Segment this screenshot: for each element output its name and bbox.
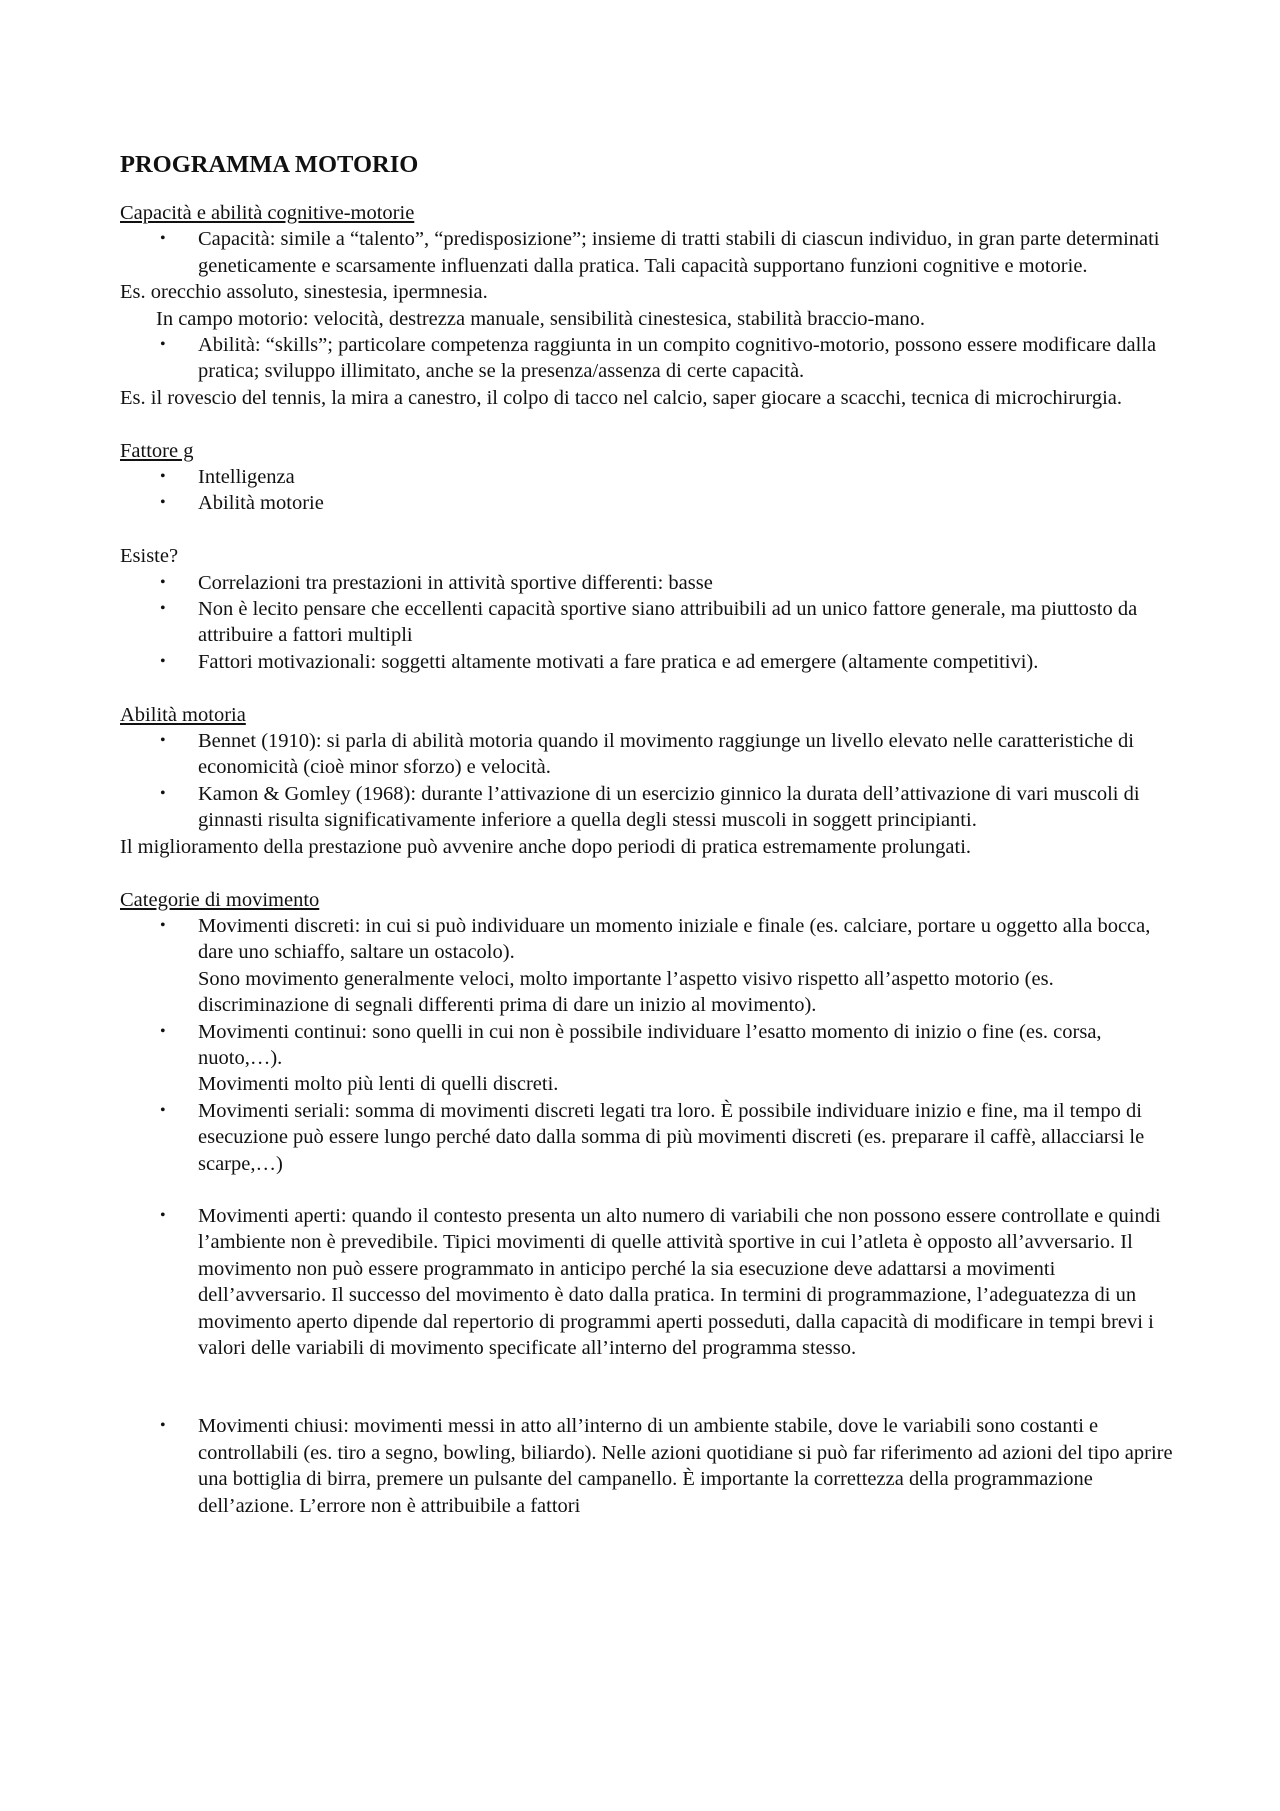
list-item-text: Non è lecito pensare che eccellenti capacità sportive siano attribuibili ad un unico fattore generale, ma piuttosto da attribuire a fattori multipli	[198, 598, 1138, 647]
bullet-list	[120, 570, 1180, 676]
bullet-list	[120, 464, 1180, 517]
bullet-icon: •	[160, 573, 166, 591]
bullet-icon: •	[160, 1206, 166, 1224]
paragraph: In campo motorio: velocità, destrezza manuale, sensibilità cinestesica, stabilità braccio-mano.	[156, 307, 926, 330]
bullet-list	[120, 913, 1180, 1519]
bullet-list	[120, 332, 1180, 385]
section-heading: Categorie di movimento	[120, 888, 320, 911]
bullet-icon: •	[160, 916, 166, 934]
list-item	[120, 1413, 1180, 1519]
paragraph: Es. orecchio assoluto, sinestesia, ipermnesia.	[120, 281, 488, 304]
list-item	[120, 464, 1180, 490]
list-item-text: Intelligenza	[198, 466, 295, 489]
bullet-icon: •	[160, 652, 166, 670]
bullet-icon: •	[160, 1022, 166, 1040]
bullet-icon: •	[160, 1417, 166, 1435]
list-item-text: Movimenti aperti: quando il contesto presenta un alto numero di variabili che non possono essere controllate e quindi l’ambiente non è prevedibile. Tipici movimenti di quelle attività sportive in cui l’atleta è opposto all’avversario. Il movimento non può essere programmato in anticipo perché la sia esecuzione deve adattarsi a movimenti dell’avversario. Il successo del movimento è dato dalla pratica. In termini di programmazione, l’adeguatezza di un movimento aperto dipende dal repertorio di programmi aperti posseduti, dalla capacità di modificare in tempi brevi i valori delle variabili di movimento specificate all’interno del programma stesso.	[198, 1204, 1161, 1359]
list-item	[120, 1098, 1180, 1177]
list-item	[120, 1203, 1180, 1361]
paragraph: Il miglioramento della prestazione può avvenire anche dopo periodi di pratica estremamente prolungati.	[120, 835, 972, 858]
list-item-text: Correlazioni tra prestazioni in attività sportive differenti: basse	[198, 571, 713, 594]
list-item-text: Movimenti chiusi: movimenti messi in atto all’interno di un ambiente stabile, dove le variabili sono costanti e controllabili (es. tiro a segno, bowling, biliardo). Nelle azioni quotidiane si può far riferimento ad azioni del tipo aprire una bottiglia di birra, premere un pulsante del campanello. È importante la correttezza della programmazione dell’azione. L’errore non è attribuibile a fattori	[198, 1415, 1173, 1517]
list-item-text: Abilità motorie	[198, 492, 324, 515]
blank-line	[120, 675, 1180, 701]
section-heading: Fattore g	[120, 439, 194, 462]
list-item	[120, 781, 1180, 834]
blank-line	[120, 411, 1180, 437]
list-item-text: Movimenti molto più lenti di quelli discreti.	[198, 1073, 559, 1096]
list-item-text: Sono movimento generalmente veloci, molto importante l’aspetto visivo rispetto all’aspetto motorio (es. discriminazione di segnali differenti prima di dare un inizio al movimento).	[198, 967, 1054, 1017]
list-item	[120, 596, 1180, 649]
list-item	[120, 490, 1180, 516]
bullet-icon: •	[160, 732, 166, 750]
bullet-icon: •	[160, 600, 166, 618]
list-item-text: Kamon & Gomley (1968): durante l’attivazione di un esercizio ginnico la durata dell’attivazione di vari muscoli di ginnasti risulta significativamente inferiore a quella degli stessi muscoli in soggett principianti.	[198, 782, 1140, 832]
list-item-text: Abilità: “skills”; particolare competenza raggiunta in un compito cognitivo-motorio, possono essere modificare dalla pratica; sviluppo illimitato, anche se la presenza/assenza di certe capacità.	[198, 334, 1157, 383]
paragraph: Es. il rovescio del tennis, la mira a canestro, il colpo di tacco nel calcio, saper giocare a scacchi, tecnica di microchirurgia.	[120, 386, 1122, 409]
bullet-list	[120, 226, 1180, 279]
list-item	[120, 913, 1180, 1019]
list-item-text: Fattori motivazionali: soggetti altamente motivati a fare pratica e ad emergere (altamente competitivi).	[198, 650, 1039, 673]
bullet-icon: •	[160, 336, 166, 354]
list-item	[120, 728, 1180, 781]
section-heading: Abilità motoria	[120, 703, 246, 726]
bullet-list	[120, 728, 1180, 834]
bullet-icon: •	[160, 230, 166, 248]
bullet-icon: •	[160, 1101, 166, 1119]
page-title: PROGRAMMA MOTORIO	[120, 151, 419, 178]
blank-line	[120, 860, 1180, 886]
document-body	[120, 200, 1180, 1519]
list-item	[120, 649, 1180, 675]
list-item-text: Movimenti discreti: in cui si può individuare un momento iniziale e finale (es. calciare, portare u oggetto alla bocca, dare uno schiaffo, saltare un ostacolo).	[198, 914, 1151, 964]
list-item-text: Capacità: simile a “talento”, “predisposizione”; insieme di tratti stabili di ciascun individuo, in gran parte determinati geneticamente e scarsamente influenzati dalla pratica. Tali capacità supportano funzioni cognitive e motorie.	[198, 228, 1160, 277]
list-item	[120, 570, 1180, 596]
bullet-icon: •	[160, 494, 166, 512]
section-heading: Capacità e abilità cognitive-motorie	[120, 202, 415, 224]
list-item-text: Movimenti continui: sono quelli in cui non è possibile individuare l’esatto momento di inizio o fine (es. corsa, nuoto,…).	[198, 1020, 1102, 1069]
list-item	[120, 332, 1180, 385]
list-item-text: Bennet (1910): si parla di abilità motoria quando il movimento raggiunge un livello elevato nelle caratteristiche di economicità (cioè minor sforzo) e velocità.	[198, 730, 1134, 779]
list-item	[120, 226, 1180, 279]
paragraph: Esiste?	[120, 545, 179, 568]
blank-line	[120, 517, 1180, 543]
list-item	[120, 1019, 1180, 1098]
bullet-icon: •	[160, 468, 166, 486]
bullet-icon: •	[160, 784, 166, 802]
list-item-text: Movimenti seriali: somma di movimenti discreti legati tra loro. È possibile individuare inizio e fine, ma il tempo di esecuzione può essere lungo perché dato dalla somma di più movimenti discreti (es. preparare il caffè, allacciarsi le scarpe,…)	[198, 1099, 1145, 1175]
